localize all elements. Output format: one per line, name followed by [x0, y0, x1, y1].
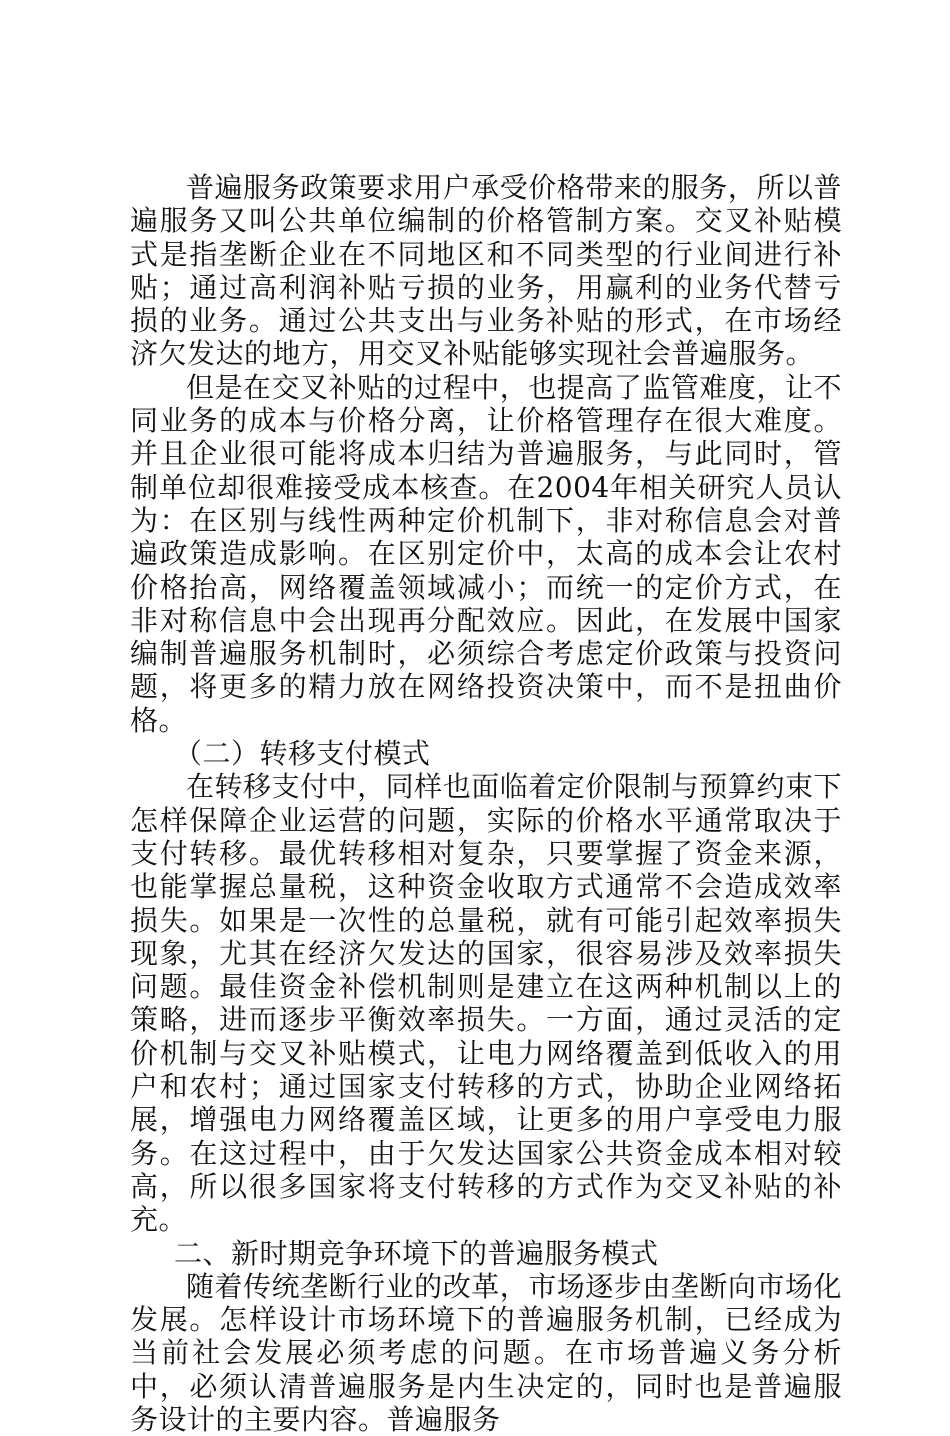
- paragraph-market-reform: 随着传统垄断行业的改革，市场逐步由垄断向市场化发展。怎样设计市场环境下的普遍服务机制，已经成为当前社会发展必须考虑的问题。在市场普遍义务分析中，必须认清普遍服务是内生决定的，同时也是普遍服务设计的主要内容。普遍服务: [130, 1269, 842, 1436]
- document-body: [130, 171, 842, 1436]
- paragraph-transfer-payment: 在转移支付中，同样也面临着定价限制与预算约束下怎样保障企业运营的问题，实际的价格水平通常取决于支付转移。最优转移相对复杂，只要掌握了资金来源，也能掌握总量税，这种资金收取方式通常不会造成效率损失。如果是一次性的总量税，就有可能引起效率损失现象，尤其在经济欠发达的国家，很容易涉及效率损失问题。最佳资金补偿机制则是建立在这两种机制以上的策略，进而逐步平衡效率损失。一方面，通过灵活的定价机制与交叉补贴模式，让电力网络覆盖到低收入的用户和农村；通过国家支付转移的方式，协助企业网络拓展，增强电力网络覆盖区域，让更多的用户享受电力服务。在这过程中，由于欠发达国家公共资金成本相对较高，所以很多国家将支付转移的方式作为交叉补贴的补充。: [130, 770, 842, 1237]
- paragraph-cross-subsidy-regulation: 但是在交叉补贴的过程中，也提高了监管难度，让不同业务的成本与价格分离，让价格管理存在很大难度。并且企业很可能将成本归结为普遍服务，与此同时，管制单位却很难接受成本核查。在2004年相关研究人员认为：在区别与线性两种定价机制下，非对称信息会对普遍政策造成影响。在区别定价中，太高的成本会让农村价格抬高，网络覆盖领域减小；而统一的定价方式，在非对称信息中会出现再分配效应。因此，在发展中国家编制普遍服务机制时，必须综合考虑定价政策与投资问题，将更多的精力放在网络投资决策中，而不是扭曲价格。: [130, 370, 842, 737]
- paragraph-cross-subsidy-intro: 普遍服务政策要求用户承受价格带来的服务，所以普遍服务又叫公共单位编制的价格管制方案。交叉补贴模式是指垄断企业在不同地区和不同类型的行业间进行补贴；通过高利润补贴亏损的业务，用赢利的业务代替亏损的业务。通过公共支出与业务补贴的形式，在市场经济欠发达的地方，用交叉补贴能够实现社会普遍服务。: [130, 171, 842, 371]
- section-heading-transfer-payment: （二）转移支付模式: [174, 737, 431, 771]
- section-heading-new-era-service: 二、新时期竞争环境下的普遍服务模式: [174, 1236, 659, 1270]
